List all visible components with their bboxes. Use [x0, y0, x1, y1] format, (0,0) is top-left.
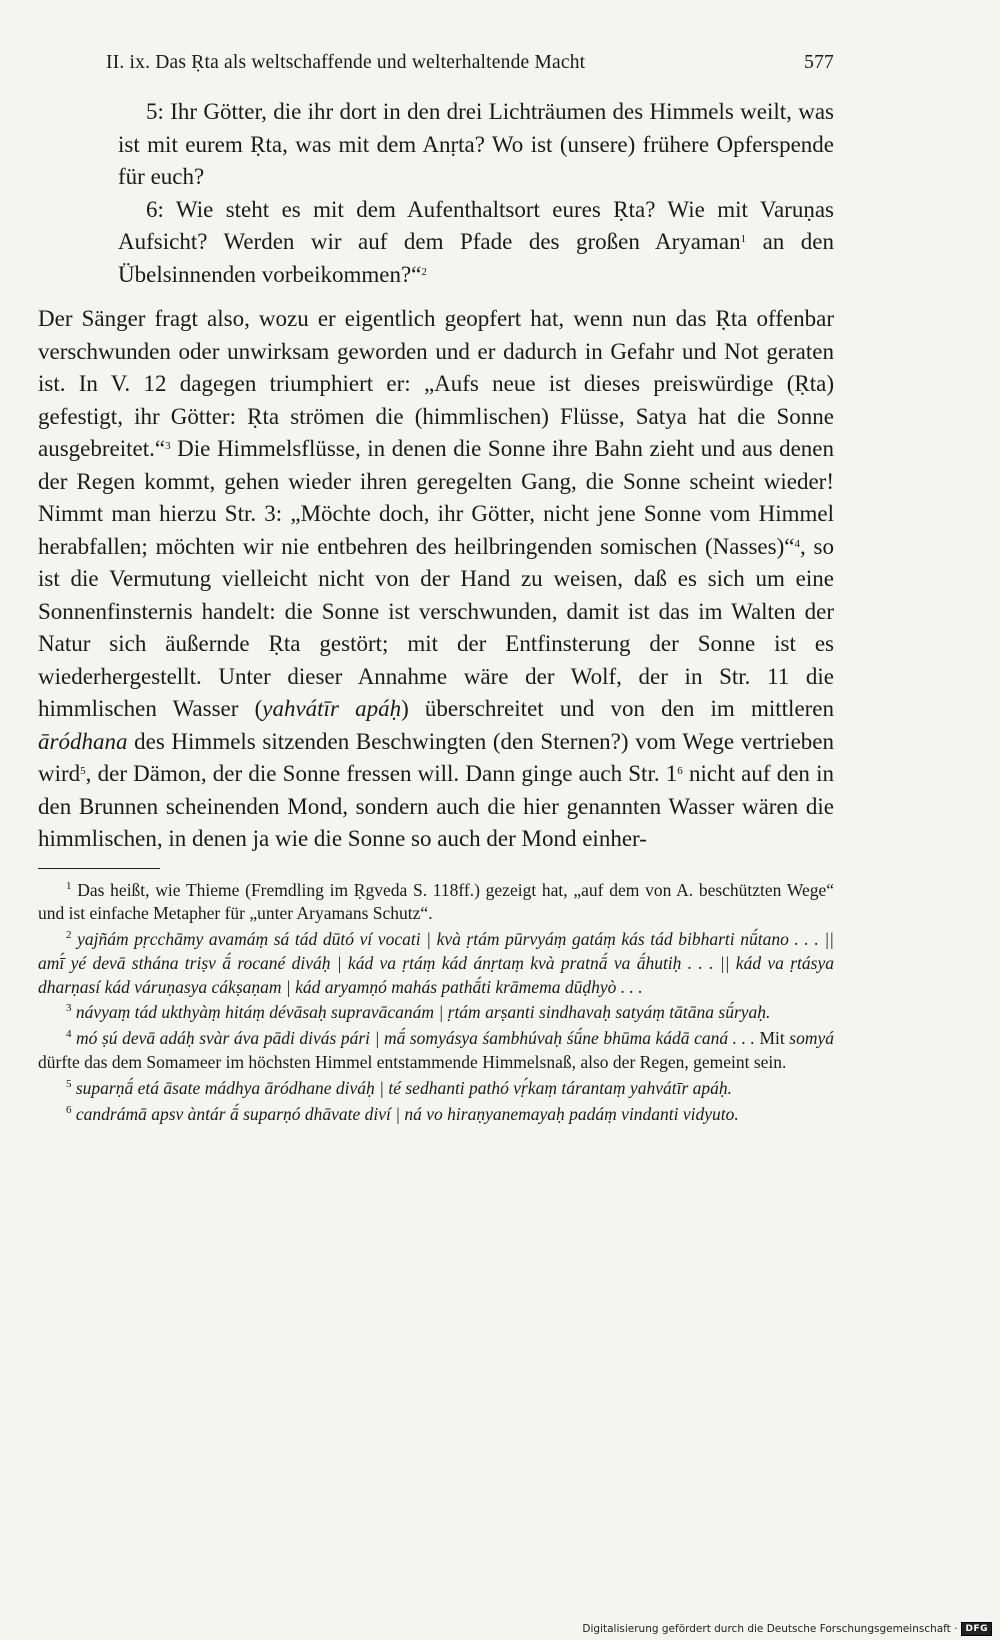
chapter-title: Das Ṛta als weltschaffende und welterhaltende Macht	[155, 52, 586, 73]
footnote-1: $^1$ Das heißt, wie Thieme (Fremdling im Ṛgveda S. 118ff.) gezeigt hat, „auf dem von A. beschützten Wege“ und ist einfache Metapher für „unter Aryamans Schutz“.	[38, 879, 835, 924]
verse-6: 6: Wie steht es mit dem Aufenthaltsort eures Ṛta? Wie mit Varuṇas Aufsicht? Werden wir auf dem Pfade des großen Aryaman$^1$ an den Übelsinnenden vorbeikommen?“$^2$	[118, 196, 834, 287]
verse-5: 5: Ihr Götter, die ihr dort in den drei Lichträumen des Himmels weilt, was ist mit eurem Ṛta, was mit dem Anṛta? Wo ist (unsere) frühere Opferspende für euch?	[118, 99, 834, 189]
book-page	[38, 52, 834, 1128]
section-number: II. ix.	[106, 52, 151, 73]
verse-quote	[118, 96, 834, 291]
footnote-ref[interactable]: 6	[677, 765, 683, 777]
footnote-5: $^5$ suparṇā́ etá āsate mádhya āródhane diváḥ | té sedhanti pathó vṛ́kaṃ tárantaṃ yahvátīr apáḥ.	[66, 1077, 733, 1098]
running-head-title	[106, 52, 585, 74]
footnote-divider	[38, 868, 160, 869]
footnote-6: $^6$ candrámā apsv àntár ā́ suparṇó dhāvate diví | ná vo hiraṇyanemayaḥ padáṃ vindanti vidyuto.	[66, 1103, 739, 1124]
footnote-ref[interactable]: 2	[421, 265, 427, 278]
body-text	[38, 303, 834, 856]
page-number: 577	[804, 52, 834, 73]
footnote-2: $^2$ yajñám pṛcchāmy avamáṃ sá tád dūtó ví vocati | kvà ṛtám pūrvyáṃ gatáṃ kás tád bibharti nū́tano . . . || amī́ yé devā sthána triṣv ā́ rocané diváḥ | kád va ṛtáṃ kád ánṛtaṃ kvà pratnā́ va ā́hutiḥ . . . || kád va ṛtásya dharṇasí kád váruṇasya cákṣaṇam | kád aryamṇó mahás pathā́ti krāmema dūḍhyò . . .	[38, 929, 834, 997]
footnote-ref[interactable]: 5	[80, 765, 86, 777]
footnotes	[38, 879, 834, 1127]
digitization-footer	[582, 1622, 992, 1636]
footnote-ref[interactable]: 1	[740, 233, 747, 245]
dfg-logo: DFG	[961, 1622, 992, 1636]
funding-note: Digitalisierung gefördert durch die Deutsche Forschungsgemeinschaft ·	[582, 1623, 958, 1635]
running-head	[38, 52, 834, 74]
footnote-3: $^3$ návyaṃ tád ukthyàṃ hitáṃ dévāsaḥ supravācanám | ṛtám arṣanti sindhavaḥ satyáṃ tātāna sū́ryaḥ.	[66, 1002, 771, 1023]
footnote-ref[interactable]: 3	[165, 440, 171, 452]
footnote-4: $^4$ mó ṣú devā adáḥ svàr áva pādi divás pári | mā́ somyásya śambhúvaḥ śū́ne bhūma kádā caná . . . Mit somyá dürfte das dem Somameer im höchsten Himmel entstammende Himmelsnaß, also der Regen, gemeint sein.	[38, 1028, 834, 1073]
sanskrit-term: yahvátīr apáḥ	[262, 696, 402, 721]
footnote-ref[interactable]: 4	[794, 537, 800, 550]
sanskrit-term: āródhana	[38, 728, 128, 754]
body-paragraph: Der Sänger fragt also, wozu er eigentlich geopfert hat, wenn nun das Ṛta offenbar verschwunden oder unwirksam geworden und er dadurch in Gefahr und Not geraten ist. In V. 12 dagegen triumphiert er: „Aufs neue ist dieses preiswürdige (Ṛta) gefestigt, ihr Götter: Ṛta strömen die (himmlischen) Flüsse, Satya hat die Sonne ausgebreitet.“$^3$ Die Himmelsflüsse, in denen die Sonne ihre Bahn zieht und aus denen der Regen kommt, gehen wieder ihren geregelten Gang, die Sonne scheint wieder! Nimmt man hierzu Str. 3: „Möchte doch, ihr Götter, nicht jene Sonne vom Himmel herabfallen; möchten wir nie entbehren des heilbringenden somischen (Nasses)“$^4$, so ist die Vermutung vielleicht nicht von der Hand zu weisen, daß es sich um eine Sonnenfinsternis handelt: die Sonne ist verschwunden, damit ist das im Walten der Natur sich äußernde Ṛta gestört; mit der Entfinsterung der Sonne ist es wiederhergestellt. Unter dieser Annahme wäre der Wolf, der in Str. 11 die himmlischen Wasser (yahvátīr apáḥ) überschreitet und von den im mittleren āródhana des Himmels sitzenden Beschwingten (den Sternen?) vom Wege vertrieben wird$^5$, der Dämon, der die Sonne fressen will. Dann ginge auch Str. $1^6$ nicht auf den in den Brunnen scheinenden Mond, sondern auch die hier genannten Wasser wären die himmlischen, in denen ja wie die Sonne so auch der Mond einher-	[38, 306, 835, 851]
